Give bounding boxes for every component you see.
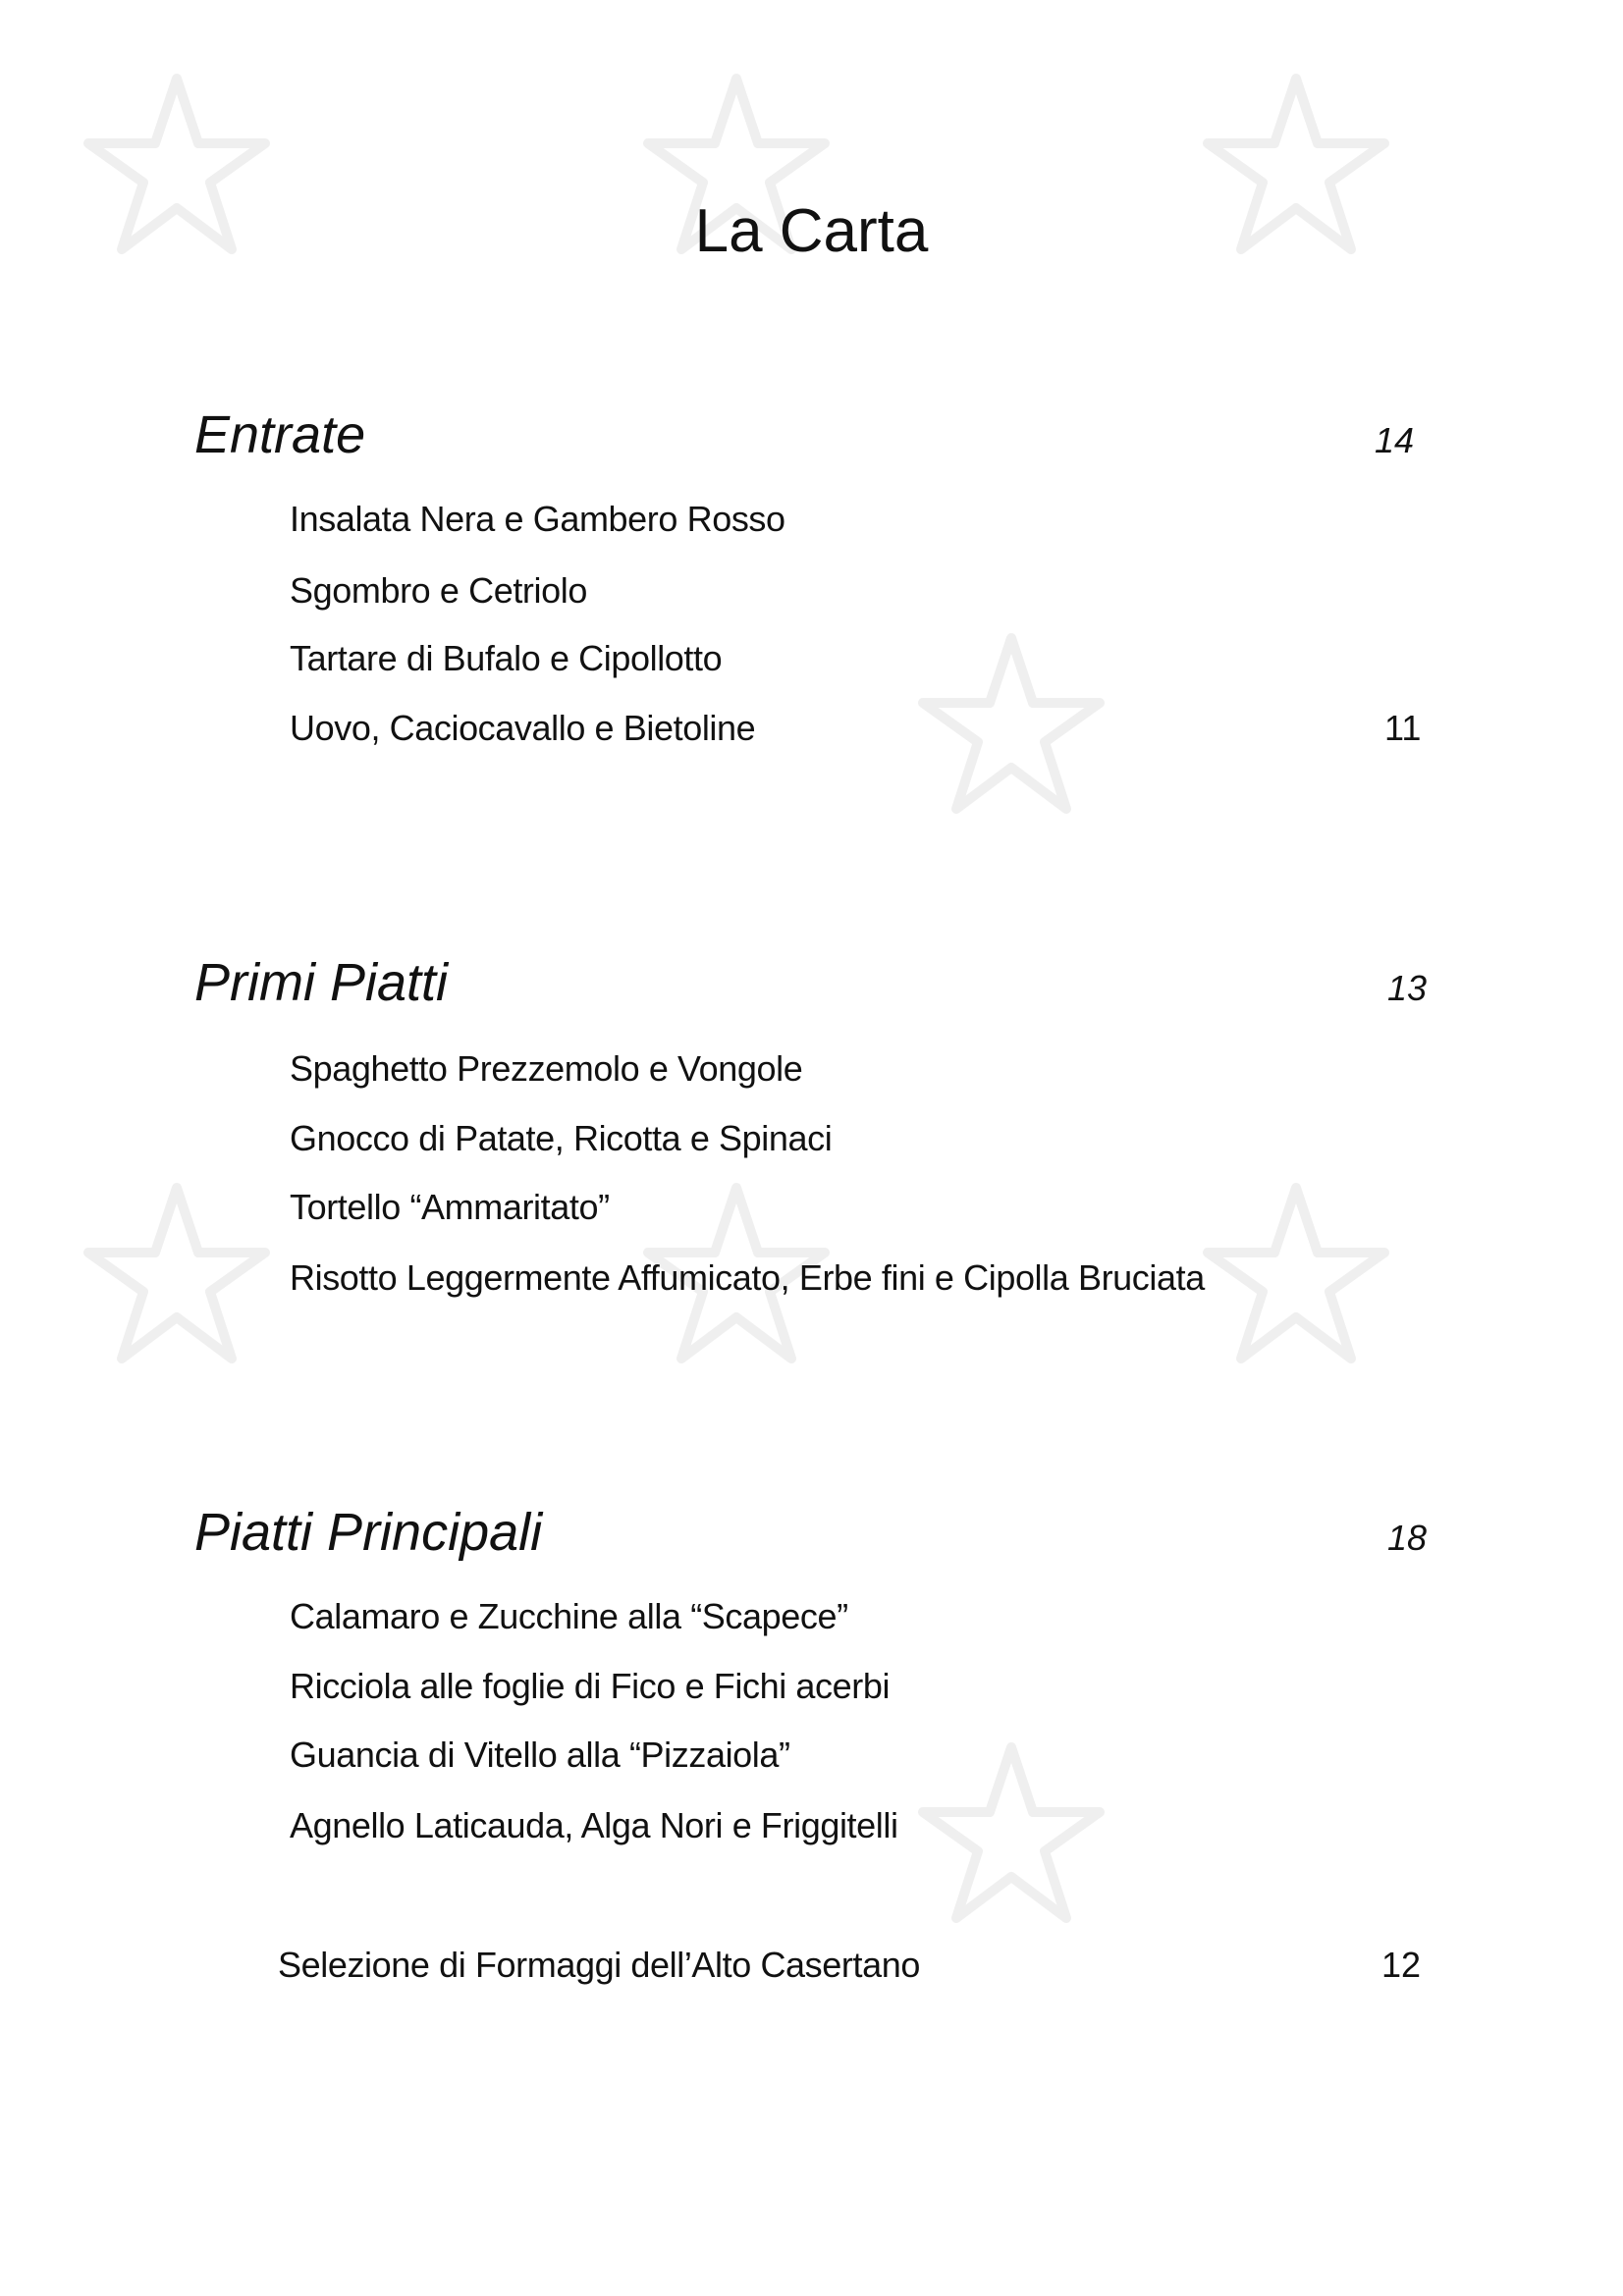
menu-item: Uovo, Caciocavallo e Bietoline [290,708,756,748]
menu-item: Calamaro e Zucchine alla “Scapece” [290,1596,848,1636]
menu-item: Agnello Laticauda, Alga Nori e Friggitelli [290,1805,898,1845]
menu-item: Selezione di Formaggi dell’Alto Casertano [278,1945,920,1985]
menu-item: Tortello “Ammaritato” [290,1187,610,1227]
section-price: 18 [1387,1518,1428,1558]
section-heading: Entrate [194,405,366,464]
menu-item: Ricciola alle foglie di Fico e Fichi acerbi [290,1666,891,1706]
section-price: 14 [1375,420,1415,460]
menu-item: Sgombro e Cetriolo [290,570,587,611]
section-heading: Piatti Principali [194,1503,543,1562]
menu-item: Tartare di Bufalo e Cipollotto [290,638,723,678]
watermark-star-icon [1198,1178,1394,1374]
menu-item: Guancia di Vitello alla “Pizzaiola” [290,1735,790,1775]
section-price: 13 [1387,968,1428,1008]
watermark-star-icon [913,1737,1109,1934]
watermark-star-icon [913,628,1109,825]
menu-title: La Carta [694,197,929,265]
menu-item: Insalata Nera e Gambero Rosso [290,499,785,539]
menu-item: Risotto Leggermente Affumicato, Erbe fini e Cipolla Bruciata [290,1257,1205,1298]
menu-item: Spaghetto Prezzemolo e Vongole [290,1048,803,1089]
watermark-star-icon [79,1178,275,1374]
section-heading: Primi Piatti [194,953,449,1012]
item-price: 11 [1384,708,1422,748]
menu-item: Gnocco di Patate, Ricotta e Spinaci [290,1118,833,1158]
item-price: 12 [1381,1945,1422,1985]
